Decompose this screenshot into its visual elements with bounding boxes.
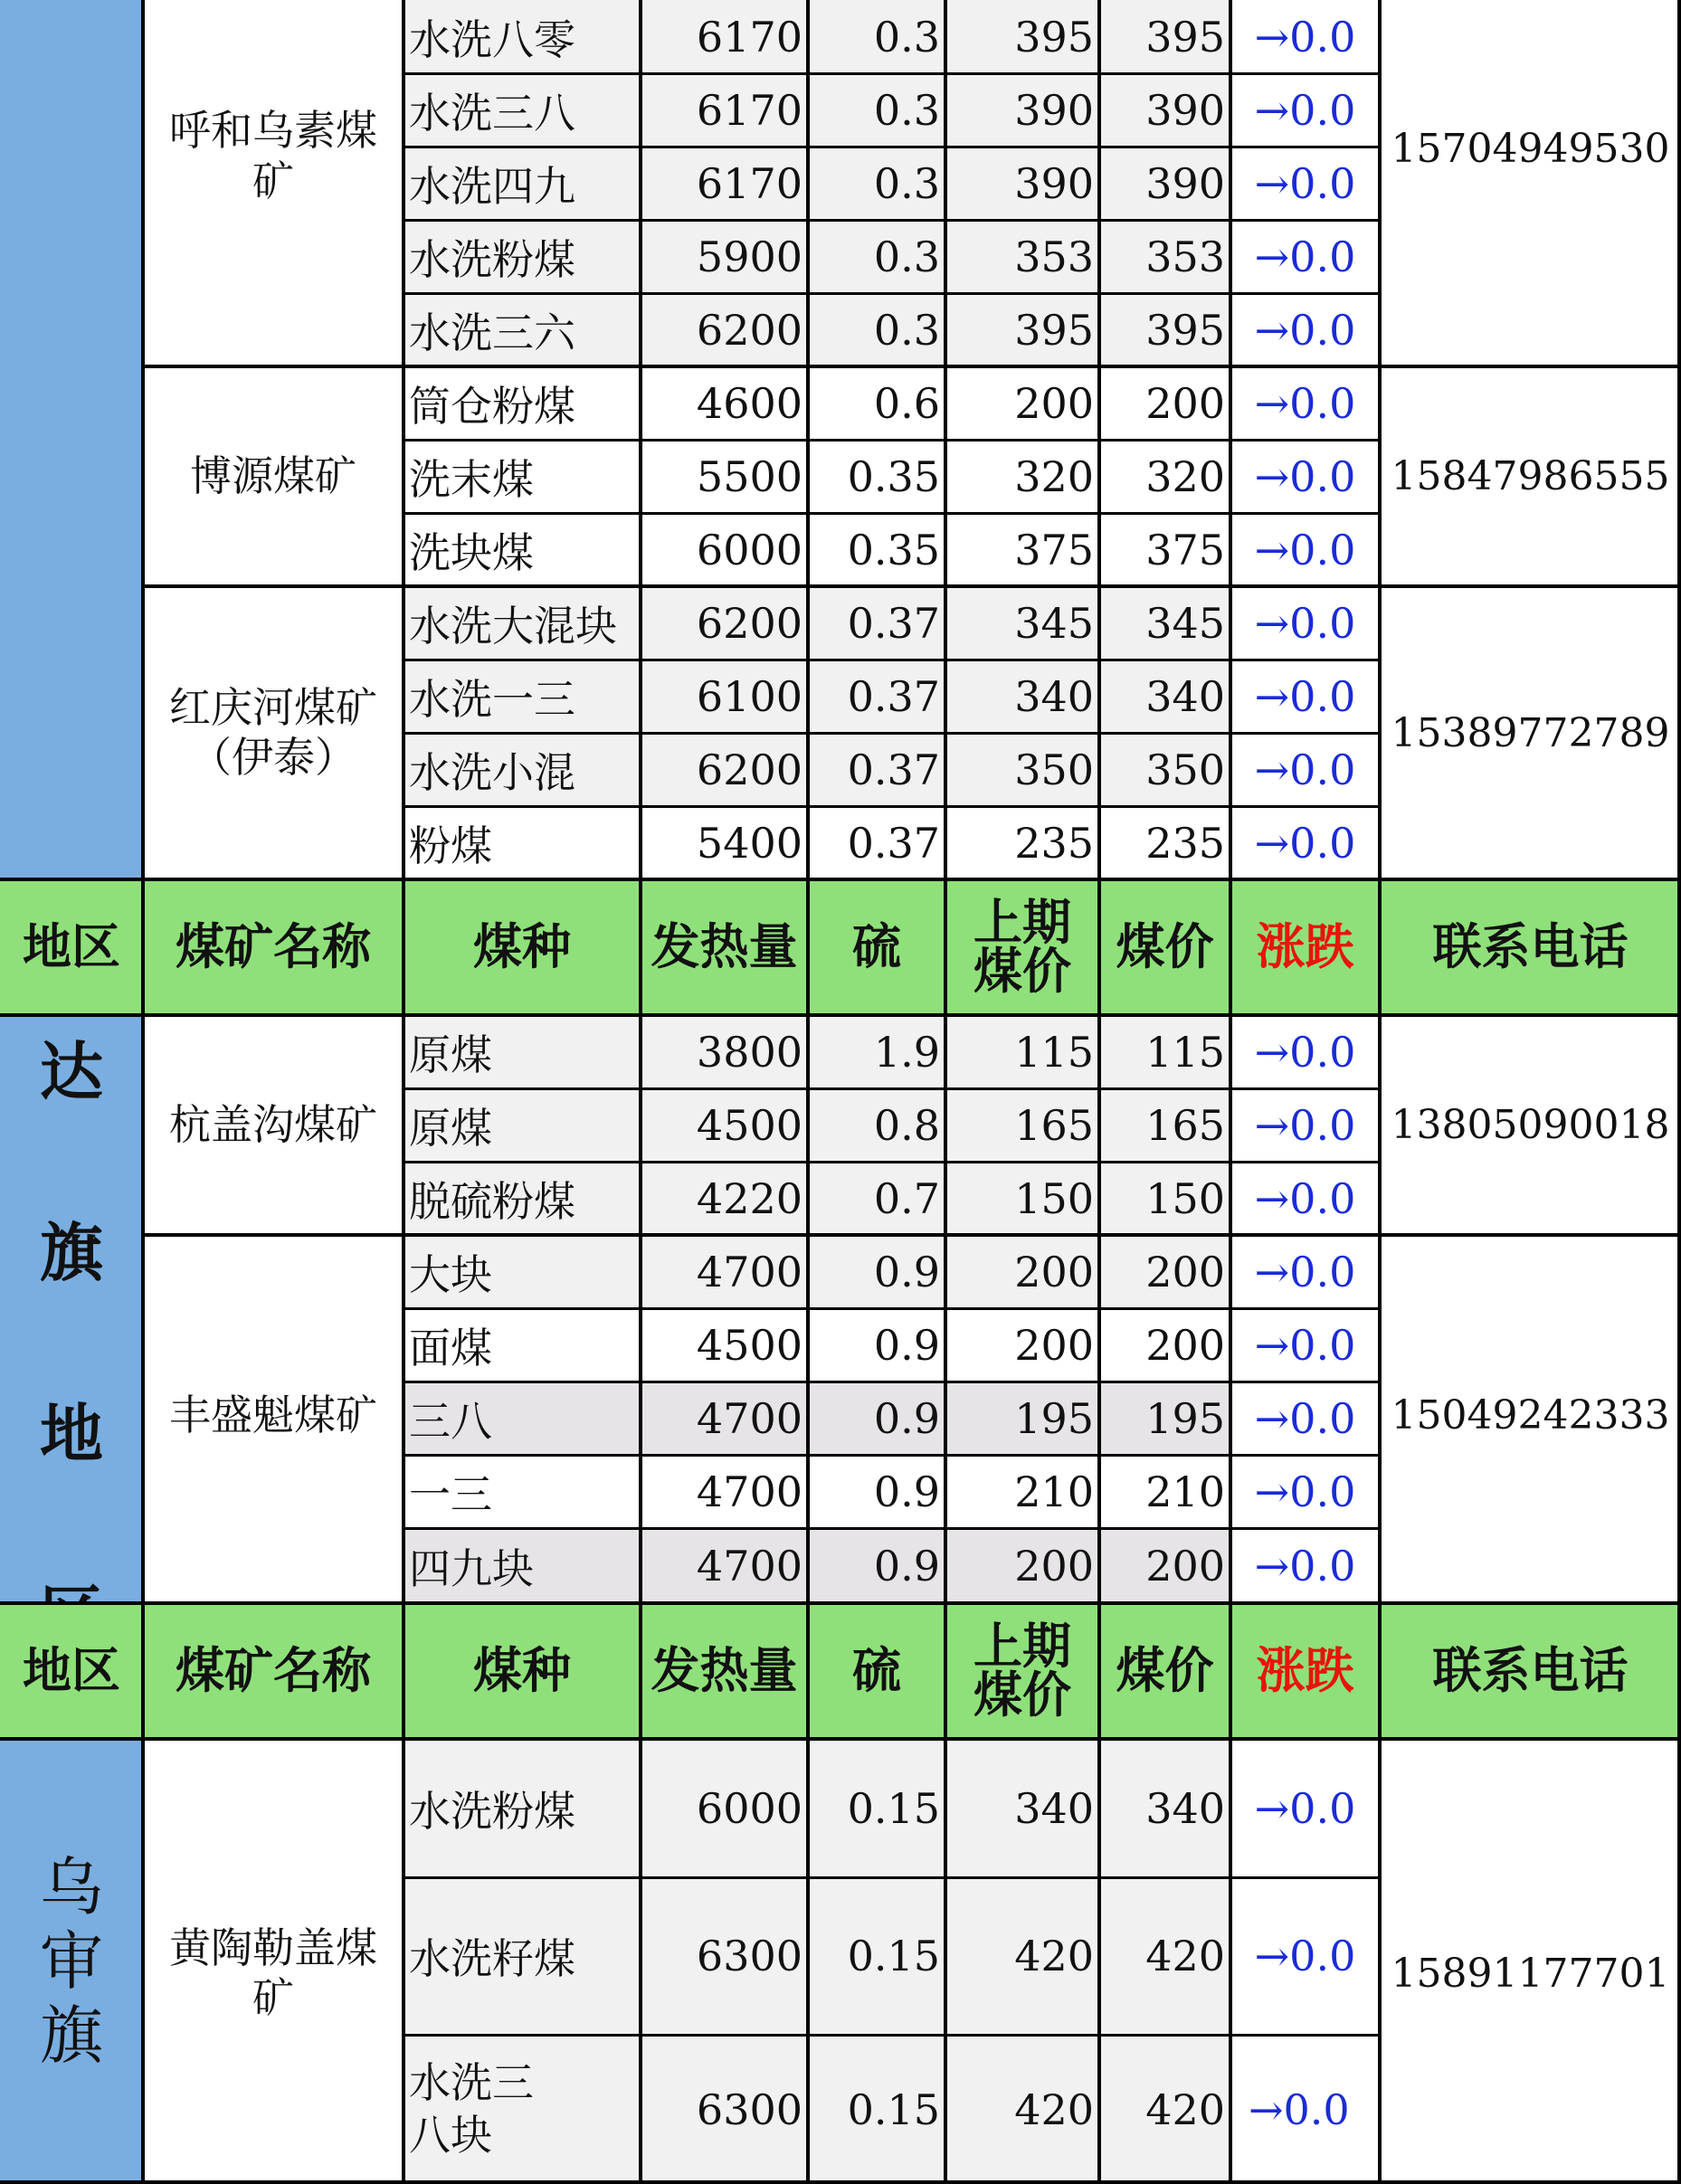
coal-type-cell: 水洗小混 [404, 733, 641, 806]
price-cell: 320 [1099, 440, 1230, 513]
sulfur-cell: 0.3 [808, 220, 945, 293]
prev-price-cell: 340 [945, 660, 1099, 733]
grid-line [404, 805, 1380, 808]
grid-line [404, 1161, 1380, 1163]
grid-line [404, 1087, 1380, 1090]
sulfur-cell: 0.3 [808, 293, 945, 366]
coal-type-cell: 水洗大混块 [404, 586, 641, 660]
grid-line [0, 1601, 1681, 1605]
coal-type-cell: 水洗一三 [404, 660, 641, 733]
grid-line [404, 1876, 1380, 1879]
prev-price-cell: 195 [945, 1382, 1099, 1455]
sulfur-cell: 0.15 [808, 1739, 945, 1877]
sulfur-cell: 0.3 [808, 147, 945, 220]
coal-type-cell: 水洗八零 [404, 0, 641, 73]
sulfur-cell: 0.8 [808, 1088, 945, 1162]
change-cell: →0.0 [1230, 440, 1380, 513]
price-cell: 340 [1099, 1739, 1230, 1877]
header-coal-type: 煤种 [404, 879, 641, 1015]
header-region: 地区 [0, 1603, 143, 1739]
calorific-cell: 4700 [641, 1455, 808, 1528]
calorific-cell: 4220 [641, 1162, 808, 1235]
sulfur-cell: 0.9 [808, 1455, 945, 1528]
grid-line [404, 659, 1380, 661]
region-glyph: 旗 [40, 1216, 103, 1290]
grid-line [404, 1527, 1380, 1530]
coal-type-cell: 面煤 [404, 1308, 641, 1382]
sulfur-cell: 0.9 [808, 1382, 945, 1455]
grid-line [404, 2034, 1380, 2037]
change-cell: →0.0 [1230, 1088, 1380, 1162]
region-glyph: 达 [40, 1035, 103, 1109]
change-cell: →0.0 [1230, 660, 1380, 733]
sulfur-cell: 0.37 [808, 733, 945, 806]
grid-line [1677, 0, 1681, 2184]
prev-price-cell: 395 [945, 293, 1099, 366]
grid-line [0, 2180, 1681, 2184]
grid-line [404, 219, 1380, 222]
grid-line [404, 439, 1380, 442]
sulfur-cell: 0.15 [808, 1877, 945, 2035]
header-change: 涨跌 [1230, 1603, 1380, 1739]
coal-type-cell: 水洗粉煤 [404, 1739, 641, 1877]
prev-price-cell: 115 [945, 1015, 1099, 1088]
header-prev-price-line1: 上期 [973, 1618, 1071, 1675]
sulfur-cell: 1.9 [808, 1015, 945, 1088]
grid-line [404, 146, 1380, 148]
price-cell: 165 [1099, 1088, 1230, 1162]
calorific-cell: 4500 [641, 1088, 808, 1162]
price-cell: 375 [1099, 513, 1230, 586]
coal-type-cell: 水洗四九 [404, 147, 641, 220]
prev-price-cell: 375 [945, 513, 1099, 586]
change-cell: →0.0 [1230, 806, 1380, 879]
calorific-cell: 6170 [641, 0, 808, 73]
price-cell: 200 [1099, 1308, 1230, 1382]
change-cell: →0.0 [1230, 2035, 1380, 2184]
header-sulfur: 硫 [808, 879, 945, 1015]
coal-type-cell: 粉煤 [404, 806, 641, 879]
grid-line [944, 0, 947, 2184]
phone-number: 13805090018 [1380, 1015, 1681, 1235]
grid-line [639, 0, 642, 2184]
grid-line [1378, 0, 1382, 2184]
grid-line [806, 0, 810, 2184]
region-cell-daqi [0, 1015, 143, 1603]
coal-type-cell: 筒仓粉煤 [404, 366, 641, 440]
prev-price-cell: 395 [945, 0, 1099, 73]
grid-line [404, 1381, 1380, 1383]
header-sulfur: 硫 [808, 1603, 945, 1739]
price-cell: 200 [1099, 1528, 1230, 1603]
sulfur-cell: 0.7 [808, 1162, 945, 1235]
change-cell: →0.0 [1230, 293, 1380, 366]
calorific-cell: 6200 [641, 586, 808, 660]
mine-name: 丰盛魁煤矿 [143, 1235, 404, 1603]
sulfur-cell: 0.35 [808, 440, 945, 513]
price-cell: 345 [1099, 586, 1230, 660]
coal-type-cell: 一三 [404, 1455, 641, 1528]
grid-line [404, 72, 1380, 75]
grid-line [1097, 0, 1101, 2184]
calorific-cell: 4500 [641, 1308, 808, 1382]
grid-line [404, 1454, 1380, 1457]
prev-price-cell: 200 [945, 366, 1099, 440]
price-cell: 353 [1099, 220, 1230, 293]
change-cell: →0.0 [1230, 1162, 1380, 1235]
phone-number: 15891177701 [1380, 1739, 1681, 2184]
calorific-cell: 6000 [641, 1739, 808, 1877]
change-cell: →0.0 [1230, 366, 1380, 440]
price-cell: 395 [1099, 0, 1230, 73]
price-cell: 210 [1099, 1455, 1230, 1528]
prev-price-cell: 200 [945, 1235, 1099, 1308]
phone-number: 15847986555 [1380, 366, 1681, 586]
calorific-cell: 6170 [641, 73, 808, 147]
grid-line [404, 292, 1380, 295]
sulfur-cell: 0.3 [808, 73, 945, 147]
calorific-cell: 6000 [641, 513, 808, 586]
mine-name: 呼和乌素煤矿 [143, 0, 404, 366]
grid-line [0, 878, 1681, 881]
prev-price-cell: 200 [945, 1528, 1099, 1603]
mine-name: 红庆河煤矿（伊泰） [143, 586, 404, 879]
calorific-cell: 4600 [641, 366, 808, 440]
header-mine-name: 煤矿名称 [143, 1603, 404, 1739]
price-cell: 395 [1099, 293, 1230, 366]
mine-name: 黄陶勒盖煤矿 [143, 1739, 404, 2184]
calorific-cell: 3800 [641, 1015, 808, 1088]
change-cell: →0.0 [1230, 586, 1380, 660]
region-glyph: 乌 [40, 1850, 103, 1924]
prev-price-cell: 390 [945, 147, 1099, 220]
prev-price-cell: 210 [945, 1455, 1099, 1528]
price-cell: 390 [1099, 147, 1230, 220]
change-cell: →0.0 [1230, 733, 1380, 806]
header-mine-name: 煤矿名称 [143, 879, 404, 1015]
calorific-cell: 4700 [641, 1528, 808, 1603]
sulfur-cell: 0.37 [808, 806, 945, 879]
coal-type-cell: 三八 [404, 1382, 641, 1455]
calorific-cell: 6200 [641, 293, 808, 366]
coal-type-cell-fill [568, 2035, 641, 2184]
header-coal-type: 煤种 [404, 1603, 641, 1739]
sulfur-cell: 0.6 [808, 366, 945, 440]
price-cell: 200 [1099, 1235, 1230, 1308]
coal-type-cell: 洗块煤 [404, 513, 641, 586]
calorific-cell: 6170 [641, 147, 808, 220]
price-cell: 115 [1099, 1015, 1230, 1088]
prev-price-cell: 420 [945, 2035, 1099, 2184]
change-cell: →0.0 [1230, 1455, 1380, 1528]
coal-type-cell: 脱硫粉煤 [404, 1162, 641, 1235]
calorific-cell: 6300 [641, 1877, 808, 2035]
grid-line [143, 584, 1681, 588]
calorific-cell: 5500 [641, 440, 808, 513]
calorific-cell: 6100 [641, 660, 808, 733]
calorific-cell: 5400 [641, 806, 808, 879]
grid-line [404, 732, 1380, 735]
phone-number: 15704949530 [1380, 0, 1681, 366]
change-cell: →0.0 [1230, 513, 1380, 586]
price-cell: 340 [1099, 660, 1230, 733]
grid-line [143, 365, 1681, 368]
mine-name: 杭盖沟煤矿 [143, 1015, 404, 1235]
header-phone: 联系电话 [1380, 879, 1681, 1015]
change-cell: →0.0 [1230, 220, 1380, 293]
change-cell: →0.0 [1230, 1382, 1380, 1455]
price-cell: 420 [1099, 2035, 1230, 2184]
header-price: 煤价 [1099, 1603, 1230, 1739]
change-cell: →0.0 [1230, 73, 1380, 147]
prev-price-cell: 420 [945, 1877, 1099, 2035]
change-cell: →0.0 [1230, 1877, 1380, 2035]
coal-type-cell: 原煤 [404, 1015, 641, 1088]
calorific-cell: 4700 [641, 1235, 808, 1308]
header-calorific: 发热量 [641, 1603, 808, 1739]
prev-price-cell: 345 [945, 586, 1099, 660]
header-prev-price-line2: 煤价 [973, 1666, 1071, 1723]
prev-price-cell: 390 [945, 73, 1099, 147]
change-cell: →0.0 [1230, 1015, 1380, 1088]
price-cell: 200 [1099, 366, 1230, 440]
grid-line [143, 1233, 1681, 1237]
calorific-cell: 4700 [641, 1382, 808, 1455]
phone-number: 15049242333 [1380, 1235, 1681, 1603]
sulfur-cell: 0.37 [808, 586, 945, 660]
header-change: 涨跌 [1230, 879, 1380, 1015]
header-prev-price [945, 879, 1099, 1015]
mine-name: 博源煤矿 [143, 366, 404, 586]
grid-line [0, 1013, 1681, 1017]
header-phone: 联系电话 [1380, 1603, 1681, 1739]
change-cell: →0.0 [1230, 1739, 1380, 1877]
calorific-cell: 5900 [641, 220, 808, 293]
coal-type-cell: 大块 [404, 1235, 641, 1308]
header-region: 地区 [0, 879, 143, 1015]
price-cell: 390 [1099, 73, 1230, 147]
header-price: 煤价 [1099, 879, 1230, 1015]
region-cell-top [0, 0, 143, 879]
prev-price-cell: 320 [945, 440, 1099, 513]
grid-line [404, 1307, 1380, 1310]
price-cell: 420 [1099, 1877, 1230, 2035]
region-glyph: 审 [40, 1924, 103, 1999]
change-cell: →0.0 [1230, 1308, 1380, 1382]
grid-line [402, 0, 405, 2184]
change-cell: →0.0 [1230, 147, 1380, 220]
sulfur-cell: 0.9 [808, 1235, 945, 1308]
prev-price-cell: 165 [945, 1088, 1099, 1162]
sulfur-cell: 0.9 [808, 1308, 945, 1382]
coal-type-cell: 水洗粉煤 [404, 220, 641, 293]
prev-price-cell: 200 [945, 1308, 1099, 1382]
prev-price-cell: 150 [945, 1162, 1099, 1235]
sulfur-cell: 0.3 [808, 0, 945, 73]
header-prev-price-line1: 上期 [973, 894, 1071, 951]
header-prev-price [945, 1603, 1099, 1739]
header-calorific: 发热量 [641, 879, 808, 1015]
grid-line [1229, 0, 1232, 2184]
coal-type-cell: 原煤 [404, 1088, 641, 1162]
phone-number: 15389772789 [1380, 586, 1681, 879]
grid-line [0, 1737, 1681, 1741]
header-prev-price-line2: 煤价 [973, 943, 1071, 1000]
change-cell: →0.0 [1230, 0, 1380, 73]
sulfur-cell: 0.37 [808, 660, 945, 733]
prev-price-cell: 353 [945, 220, 1099, 293]
coal-type-cell: 四九块 [404, 1528, 641, 1603]
price-cell: 150 [1099, 1162, 1230, 1235]
price-cell: 235 [1099, 806, 1230, 879]
sulfur-cell: 0.15 [808, 2035, 945, 2184]
coal-type-cell: 洗末煤 [404, 440, 641, 513]
prev-price-cell: 340 [945, 1739, 1099, 1877]
calorific-cell: 6200 [641, 733, 808, 806]
coal-type-cell: 水洗三六 [404, 293, 641, 366]
prev-price-cell: 350 [945, 733, 1099, 806]
coal-type-cell: 水洗三八 [404, 73, 641, 147]
change-cell: →0.0 [1230, 1528, 1380, 1603]
grid-line [404, 512, 1380, 515]
price-cell: 350 [1099, 733, 1230, 806]
grid-line [141, 0, 145, 2184]
coal-type-cell: 水洗三八块 [404, 2035, 568, 2184]
coal-type-cell: 水洗籽煤 [404, 1877, 641, 2035]
calorific-cell: 6300 [641, 2035, 808, 2184]
region-cell-wushenqi [0, 1739, 143, 2184]
sulfur-cell: 0.9 [808, 1528, 945, 1603]
region-glyph: 旗 [40, 1999, 103, 2073]
change-cell: →0.0 [1230, 1235, 1380, 1308]
region-glyph: 地 [40, 1397, 103, 1471]
sulfur-cell: 0.35 [808, 513, 945, 586]
price-cell: 195 [1099, 1382, 1230, 1455]
prev-price-cell: 235 [945, 806, 1099, 879]
